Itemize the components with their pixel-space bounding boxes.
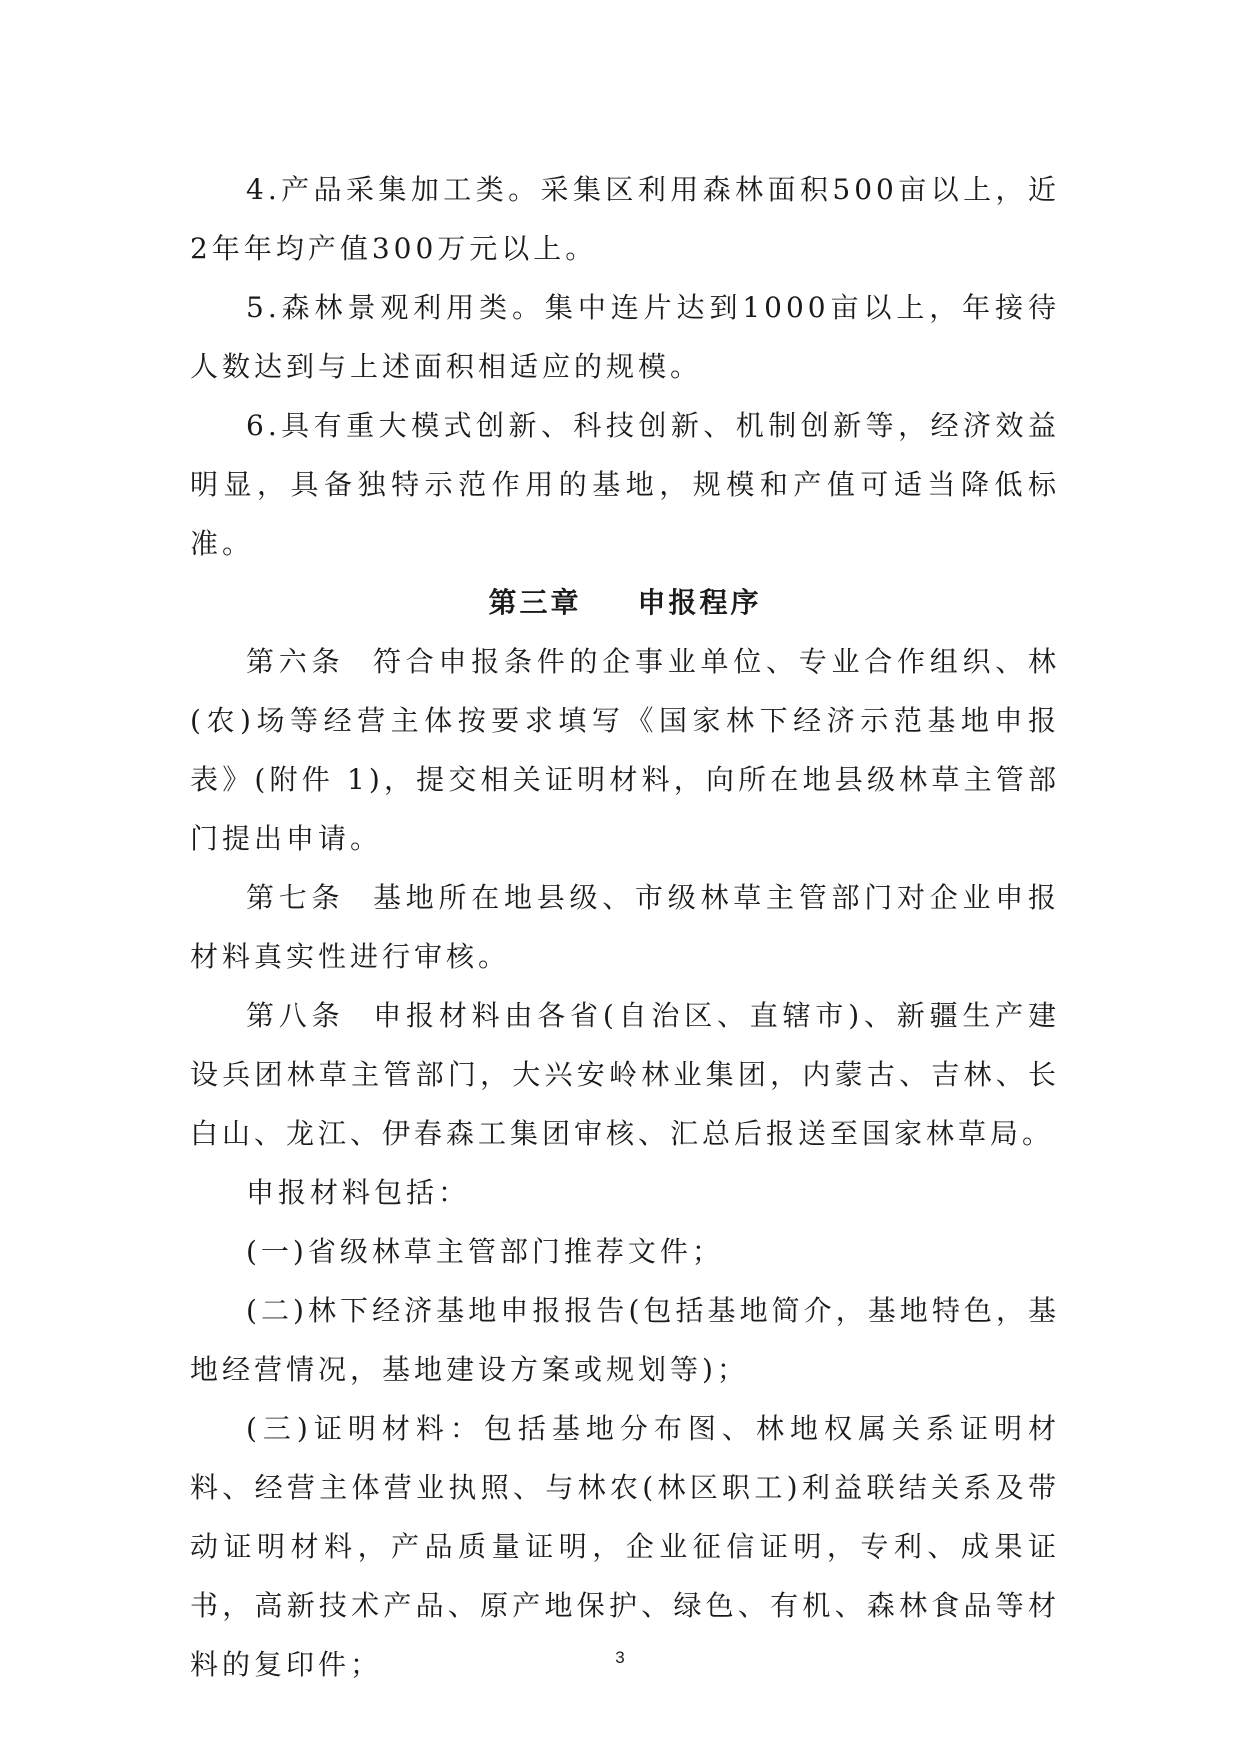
chapter-number: 第三章 bbox=[488, 586, 582, 619]
paragraph-item-4: 4.产品采集加工类。采集区利用森林面积500亩以上，近2年年均产值300万元以上。 bbox=[190, 173, 1060, 265]
materials-item-3: (三)证明材料：包括基地分布图、林地权属关系证明材料、经营主体营业执照、与林农(林区职工)利益联结关系及带动证明材料，产品质量证明，企业征信证明，专利、成果证书，高新技术产品、原产地保护、绿色、有机、森林食品等材料的复印件； bbox=[190, 1412, 1060, 1681]
chapter-heading bbox=[190, 573, 1060, 632]
paragraph-item-6: 6.具有重大模式创新、科技创新、机制创新等，经济效益明显，具备独特示范作用的基地，规模和产值可适当降低标准。 bbox=[190, 409, 1060, 560]
materials-item-2: (二)林下经济基地申报报告(包括基地简介，基地特色，基地经营情况，基地建设方案或规划等)； bbox=[190, 1294, 1060, 1386]
article-8-text: 申报材料由各省(自治区、直辖市)、新疆生产建设兵团林草主管部门，大兴安岭林业集团，内蒙古、吉林、长白山、龙江、伊春森工集团审核、汇总后报送至国家林草局。 bbox=[190, 999, 1060, 1150]
article-7-text: 基地所在地县级、市级林草主管部门对企业申报材料真实性进行审核。 bbox=[190, 881, 1060, 973]
paragraph-item-5: 5.森林景观利用类。集中连片达到1000亩以上，年接待人数达到与上述面积相适应的规模。 bbox=[190, 291, 1060, 383]
article-7-label: 第七条 bbox=[246, 881, 345, 914]
article-7 bbox=[190, 868, 1060, 986]
article-8-label: 第八条 bbox=[246, 999, 345, 1032]
article-6-text: 符合申报条件的企事业单位、专业合作组织、林(农)场等经营主体按要求填写《国家林下经济示范基地申报表》(附件 1)，提交相关证明材料，向所在地县级林草主管部门提出申请。 bbox=[190, 645, 1060, 855]
document-body bbox=[190, 160, 1060, 1694]
article-8 bbox=[190, 986, 1060, 1163]
materials-item-1: (一)省级林草主管部门推荐文件； bbox=[246, 1235, 724, 1268]
article-6 bbox=[190, 632, 1060, 868]
article-6-label: 第六条 bbox=[246, 645, 345, 678]
page-number: 3 bbox=[615, 1648, 625, 1667]
chapter-title: 申报程序 bbox=[637, 586, 762, 619]
materials-intro: 申报材料包括： bbox=[246, 1176, 471, 1209]
